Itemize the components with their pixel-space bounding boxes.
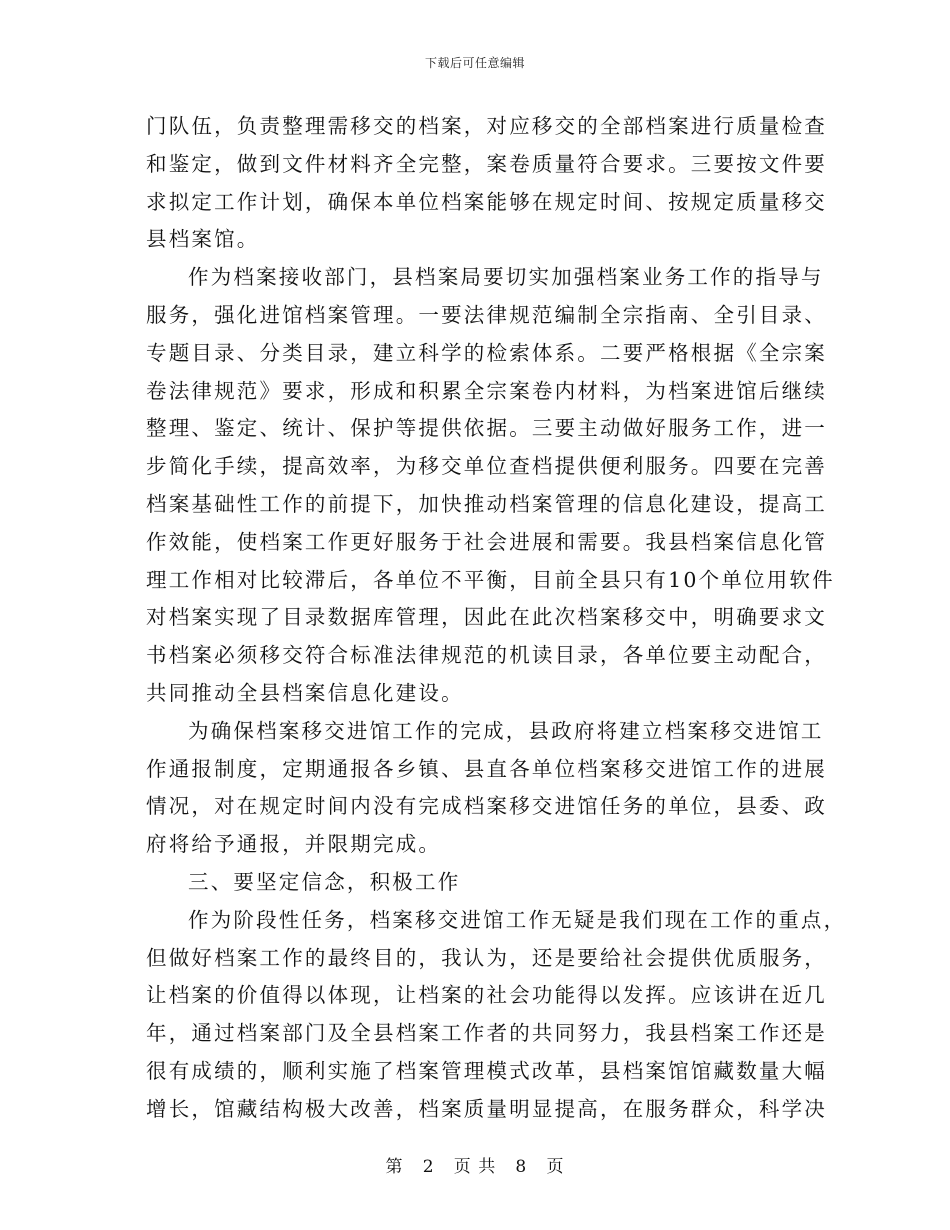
- text-line: 书档案必须移交符合标准法律规范的机读目录，各单位要主动配合，: [146, 643, 827, 668]
- text-line: 对档案实现了目录数据库管理，因此在此次档案移交中，明确要求文: [146, 605, 827, 630]
- text-line: 作为档案接收部门，县档案局要切实加强档案业务工作的指导与: [188, 265, 824, 290]
- text-line: 年，通过档案部门及全县档案工作者的共同努力，我县档案工作还是: [146, 1021, 827, 1046]
- text-line: 档案基础性工作的前提下，加快推动档案管理的信息化建设，提高工: [146, 491, 827, 516]
- text-line: 作为阶段性任务，档案移交进馆工作无疑是我们现在工作的重点，: [188, 907, 847, 932]
- text-line: 步简化手续，提高效率，为移交单位查档提供便利服务。四要在完善: [146, 454, 827, 479]
- footer-middle: 页 共: [453, 1157, 497, 1177]
- body-text: [146, 108, 847, 1129]
- text-line: 整理、鉴定、统计、保护等提供依据。三要主动做好服务工作，进一: [146, 416, 827, 441]
- text-line: 共同推动全县档案信息化建设。: [146, 680, 464, 705]
- text-line: 但做好档案工作的最终目的，我认为，还是要给社会提供优质服务，: [146, 945, 827, 970]
- text-line: 让档案的价值得以体现，让档案的社会功能得以发挥。应该讲在近几: [146, 983, 827, 1008]
- footer-suffix: 页: [546, 1157, 565, 1177]
- text-line: 和鉴定，做到文件材料齐全完整，案卷质量符合要求。三要按文件要: [146, 151, 827, 176]
- text-line: 府将给予通报，并限期完成。: [146, 832, 442, 857]
- footer-total-pages: 8: [515, 1157, 528, 1177]
- text-line: 理工作相对比较滞后，各单位不平衡，目前全县只有10个单位用软件: [146, 567, 835, 592]
- text-line: 三、要坚定信念，积极工作: [188, 869, 461, 894]
- text-line: 求拟定工作计划，确保本单位档案能够在规定时间、按规定质量移交: [146, 189, 827, 214]
- text-line: 卷法律规范》要求，形成和积累全宗案卷内材料，为档案进馆后继续: [146, 378, 827, 403]
- footer-prefix: 第: [385, 1157, 404, 1177]
- text-line: 为确保档案移交进馆工作的完成，县政府将建立档案移交进馆工: [188, 718, 824, 743]
- text-line: 作通报制度，定期通报各乡镇、县直各单位档案移交进馆工作的进展: [146, 756, 827, 781]
- page-header: 下载后可任意编辑: [424, 56, 525, 70]
- text-line: 作效能，使档案工作更好服务于社会进展和需要。我县档案信息化管: [146, 529, 827, 554]
- text-line: 情况，对在规定时间内没有完成档案移交进馆任务的单位，县委、政: [146, 794, 827, 819]
- text-line: 县档案馆。: [146, 227, 260, 252]
- text-line: 服务，强化进馆档案管理。一要法律规范编制全宗指南、全引目录、: [146, 302, 827, 327]
- text-line: 专题目录、分类目录，建立科学的检索体系。二要严格根据《全宗案: [146, 340, 827, 365]
- footer-page-number: 2: [422, 1157, 435, 1177]
- page-footer: [0, 1152, 950, 1177]
- text-line: 增长，馆藏结构极大改善，档案质量明显提高，在服务群众，科学决: [146, 1096, 827, 1121]
- text-line: 门队伍，负责整理需移交的档案，对应移交的全部档案进行质量检查: [146, 114, 827, 138]
- text-line: 很有成绩的，顺利实施了档案管理模式改革，县档案馆馆藏数量大幅: [146, 1058, 827, 1083]
